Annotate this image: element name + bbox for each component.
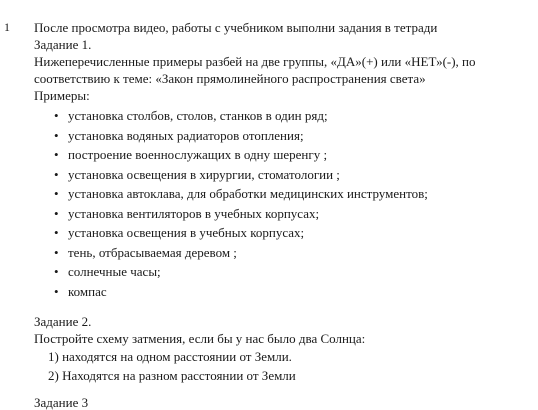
bullet-icon: • xyxy=(54,186,59,201)
margin-mark: 1 xyxy=(4,20,10,34)
bullet-icon: • xyxy=(54,205,59,221)
task3-title-cutoff: Задание 3 xyxy=(34,395,89,410)
example-text: установка освещения в хирургии, стоматологии ; xyxy=(68,166,340,182)
example-text: установка освещения в учебных корпусах; xyxy=(68,225,305,240)
list-item xyxy=(34,165,534,185)
bullet-icon: • xyxy=(54,244,59,260)
example-text: установка вентиляторов в учебных корпусах; xyxy=(68,205,320,221)
examples-list xyxy=(34,106,534,301)
task2-title: Задание 2. xyxy=(34,314,92,329)
list-item xyxy=(34,106,534,126)
bullet-icon: • xyxy=(54,283,59,299)
page-heading: После просмотра видео, работы с учебником выполни задания в тетради xyxy=(34,20,438,35)
bullet-icon: • xyxy=(54,127,59,143)
example-text: установка столбов, столов, станков в один ряд; xyxy=(68,108,328,123)
task1-instruction-cont: соответствию к теме: «Закон прямолинейного распространения света» xyxy=(34,71,426,86)
example-text: построение военнослужащих в одну шеренгу ; xyxy=(68,147,328,162)
examples-label: Примеры: xyxy=(34,88,90,103)
task1-section xyxy=(34,19,534,301)
task2-section xyxy=(34,313,534,385)
list-item: 2) Находятся на разном расстоянии от Земли xyxy=(48,368,296,383)
example-text: компас xyxy=(68,283,107,299)
bullet-icon: • xyxy=(54,147,59,162)
task2-instruction: Постройте схему затмения, если бы у нас было два Солнца: xyxy=(34,331,366,346)
bullet-icon: • xyxy=(54,166,59,182)
list-item xyxy=(34,282,534,302)
list-item xyxy=(34,126,534,146)
list-item xyxy=(34,184,534,204)
list-item xyxy=(34,204,534,224)
example-text: солнечные часы; xyxy=(68,264,161,279)
bullet-icon: • xyxy=(54,108,59,123)
task1-instruction: Нижеперечисленные примеры разбей на две группы, «ДА»(+) или «НЕТ»(-), по xyxy=(34,54,476,69)
bullet-icon: • xyxy=(54,225,59,240)
example-text: установка водяных радиаторов отопления; xyxy=(68,127,304,143)
example-text: установка автоклава, для обработки медицинских инструментов; xyxy=(68,186,428,201)
list-item: 1) находятся на одном расстоянии от Земли. xyxy=(48,349,292,364)
list-item xyxy=(34,145,534,165)
bullet-icon: • xyxy=(54,264,59,279)
task1-title: Задание 1. xyxy=(34,37,92,52)
task2-list xyxy=(34,347,534,385)
list-item xyxy=(34,262,534,282)
list-item xyxy=(34,223,534,243)
example-text: тень, отбрасываемая деревом ; xyxy=(68,244,237,260)
list-item xyxy=(34,243,534,263)
